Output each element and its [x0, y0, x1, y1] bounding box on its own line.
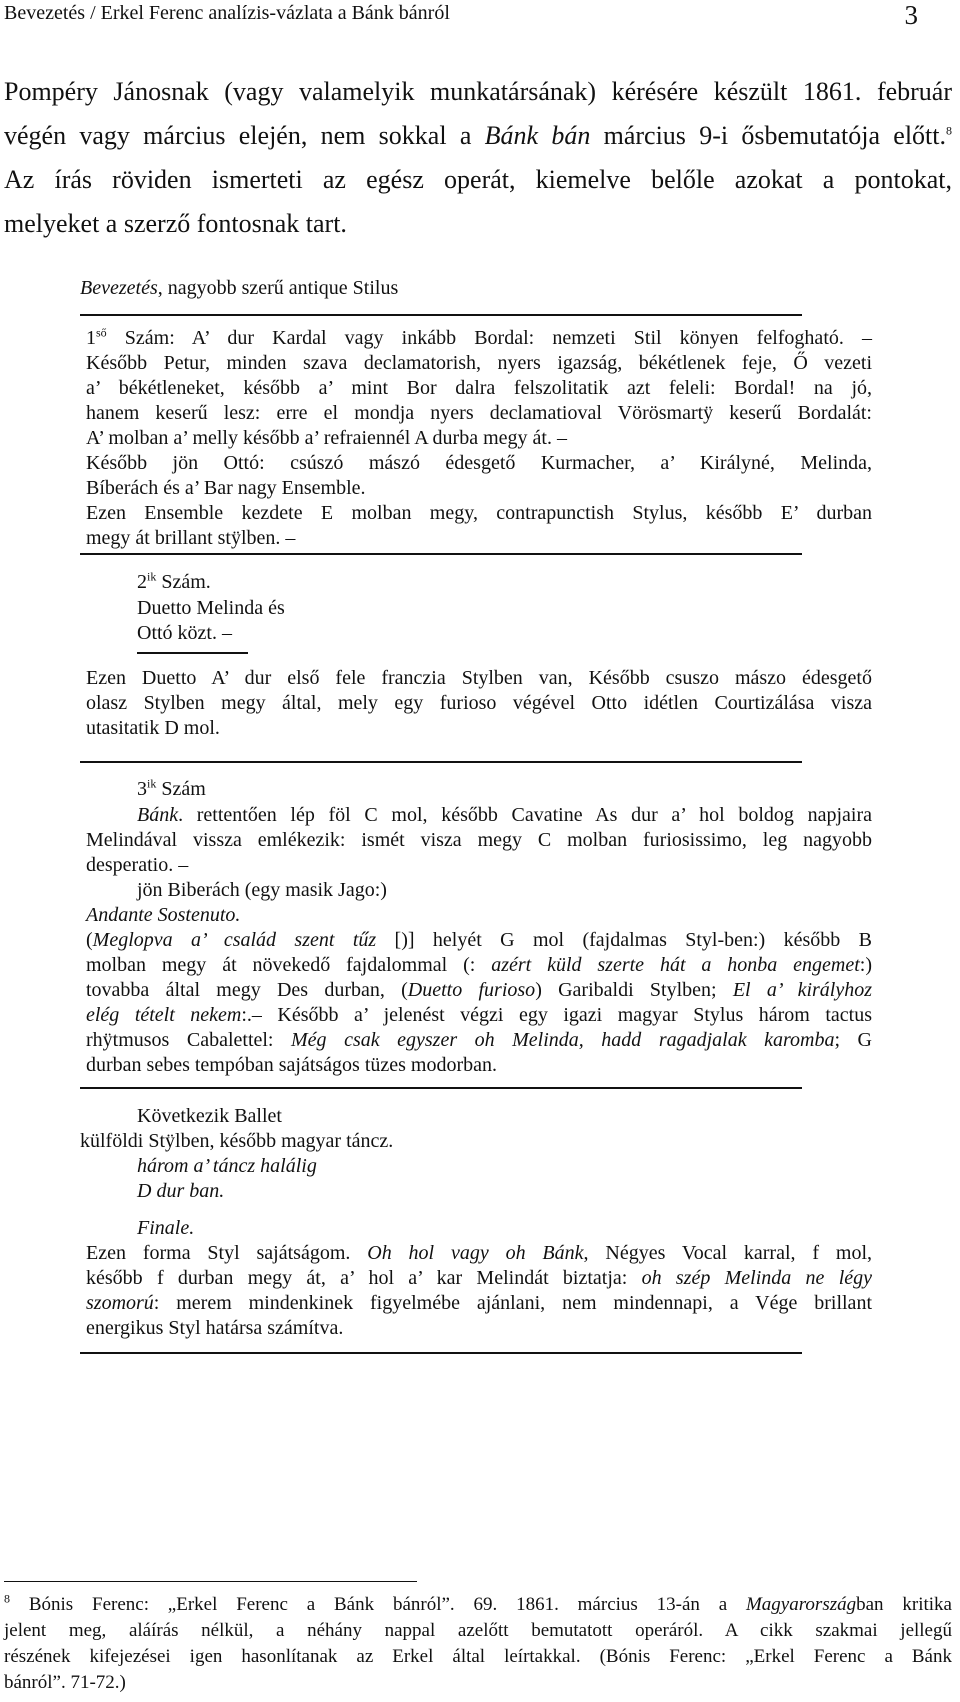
text-line: Andante Sostenuto. — [86, 904, 241, 926]
szam3-section — [86, 803, 872, 1078]
text-line: utasitatik D mol. — [86, 717, 220, 739]
text-line: $1^{ső}$ Szám: A’ dur Kardal vagy inkább Bordal: nemzeti Stil könyen felfogható. – — [86, 325, 872, 349]
szam2-heading: $2^{ik}$ Szám. — [137, 569, 211, 593]
finale-paragraph — [86, 1241, 872, 1341]
text-line: (Meglopva a’ család szent tűz [)] helyét G mol (fajdalmas Styl-ben:) később B — [86, 929, 872, 951]
szam2-subtitle: Duetto Melinda és — [137, 597, 285, 619]
text-line: Melindával vissza emlékezik: ismét visza megy C molban furiosissimo, leg nagyobb — [86, 829, 872, 851]
text-line: elég tételt nekem:.– Később a’ jelenést végzi egy igazi magyar Stylus három tactus — [86, 1004, 872, 1026]
text-line: tovabba által megy Des durban, (Duetto furioso) Garibaldi Stylben; El a’ királyhoz — [86, 979, 873, 1001]
intro-paragraph — [4, 70, 952, 246]
text-line: Bíberách és a’ Bar nagy Ensemble. — [86, 477, 366, 499]
intro-line: Pompéry Jánosnak (vagy valamelyik munkatársának) kérésére készült 1861. február — [4, 77, 952, 106]
text-line: Később jön Ottó: csúszó mászó édesgető Kurmacher, a’ Királyné, Melinda, — [86, 452, 872, 474]
szam2-paragraph — [86, 666, 872, 741]
ballet-heading: Következik Ballet — [137, 1105, 282, 1127]
divider — [80, 761, 802, 763]
footnote-line: bánról”. 71-72.) — [4, 1672, 126, 1693]
text-line: olasz Stylben megy által, mely egy furioso végével Otto idétlen Courtizálása visza — [86, 692, 872, 714]
footnote-number: 8 — [4, 1591, 10, 1606]
szam2-subtitle: Ottó közt. – — [137, 622, 232, 644]
bevezetes-heading: Bevezetés, nagyobb szerű antique Stilus — [80, 277, 399, 299]
text-line: Ezen forma Styl sajátságom. Oh hol vagy oh Bánk, Négyes Vocal karral, f mol, — [86, 1242, 873, 1264]
ballet-line: külföldi Stÿlben, később magyar táncz. — [80, 1130, 394, 1152]
text-line: megy át brillant stÿlben. – — [86, 527, 296, 549]
text-line: rhÿtmusos Cabalettel: Még csak egyszer oh Melinda, hadd ragadjalak karomba; G — [86, 1029, 873, 1051]
footnote-rule — [4, 1581, 417, 1582]
ballet-line: három a’ táncz halálig — [137, 1155, 317, 1177]
page-number: 3 — [904, 0, 918, 30]
divider — [80, 1352, 802, 1354]
divider — [80, 1087, 802, 1089]
running-title: Bevezetés / Erkel Ferenc analízis-vázlata a Bánk bánról — [4, 2, 450, 24]
text-line: molban megy át növekedő fajdalommal (: azért küld szerte hát a honba engemet:) — [86, 954, 872, 976]
intro-line: Az írás röviden ismerteti az egész operát, kiemelve belőle azokat a pontokat, — [4, 165, 952, 194]
szam3-heading: $3^{ik}$ Szám — [137, 776, 206, 800]
footnote-line: $^8$ Bónis Ferenc: „Erkel Ferenc a Bánk bánról”. 69. 1861. március 13-án a Magyarországban kritika — [4, 1591, 952, 1615]
text-line: jön Biberách (egy masik Jago:) — [137, 879, 387, 901]
intro-line: melyeket a szerző fontosnak tart. — [4, 209, 347, 238]
text-line: Bánk. rettentően lép föl C mol, később Cavatine As dur a’ hol boldog napjaira — [137, 804, 872, 826]
divider — [80, 314, 802, 316]
szam1-section — [86, 326, 872, 551]
text-line: durban sebes tempóban sajátságos tüzes modorban. — [86, 1054, 498, 1076]
footnote-line: jelent meg, aláírás nélkül, a néhány nappal azelőtt bemutatott operáról. A cikk szakmai jellegű — [4, 1620, 952, 1641]
text-line: A’ molban a’ melly később a’ refraiennél A durba megy át. – — [86, 427, 567, 449]
text-line: Ezen Duetto A’ dur első fele franczia Stylben van, Később csuszo mászo édesgető — [86, 667, 872, 689]
ballet-line: D dur ban. — [137, 1180, 225, 1202]
footnote-ref[interactable]: 8 — [946, 123, 952, 138]
text-line: desperatio. – — [86, 854, 189, 876]
divider — [137, 652, 248, 654]
footnote-line: részének kifejezései igen hasonlítanak az Erkel által leírtakkal. (Bónis Ferenc: „Erkel Ferenc a Bánk — [4, 1646, 952, 1667]
opera-title: Bánk bán — [484, 121, 591, 150]
text-line: Később Petur, minden szava declamatorish, nyers igazság, békétlenek feje, Ő vezeti — [86, 352, 872, 374]
intro-line: végén vagy március elején, nem sokkal a Bánk bán március 9-i ősbemutatója előtt.$^8$ — [4, 121, 952, 150]
footnote — [4, 1592, 952, 1696]
text-line: a’ békétleneket, később a’ mint Bor dalra felszolitatik azt feleli: Bordal! na jó, — [86, 377, 872, 399]
text-line: szomorú: merem mindenkinek figyelmébe ajánlani, nem mindennapi, a Vége brillant — [86, 1292, 872, 1314]
finale-heading: Finale. — [137, 1217, 195, 1239]
text-line: Ezen Ensemble kezdete E molban megy, contrapunctish Stylus, később E’ durban — [86, 502, 872, 524]
divider — [80, 553, 802, 555]
text-line: energikus Styl határsa számítva. — [86, 1317, 344, 1339]
text-line: hanem keserű lesz: erre el mondja nyers declamatioval Vörösmartÿ keserű Bordalát: — [86, 402, 872, 424]
text-line: később f durban megy át, a’ hol a’ kar Melindát biztatja: oh szép Melinda ne légy — [86, 1267, 873, 1289]
